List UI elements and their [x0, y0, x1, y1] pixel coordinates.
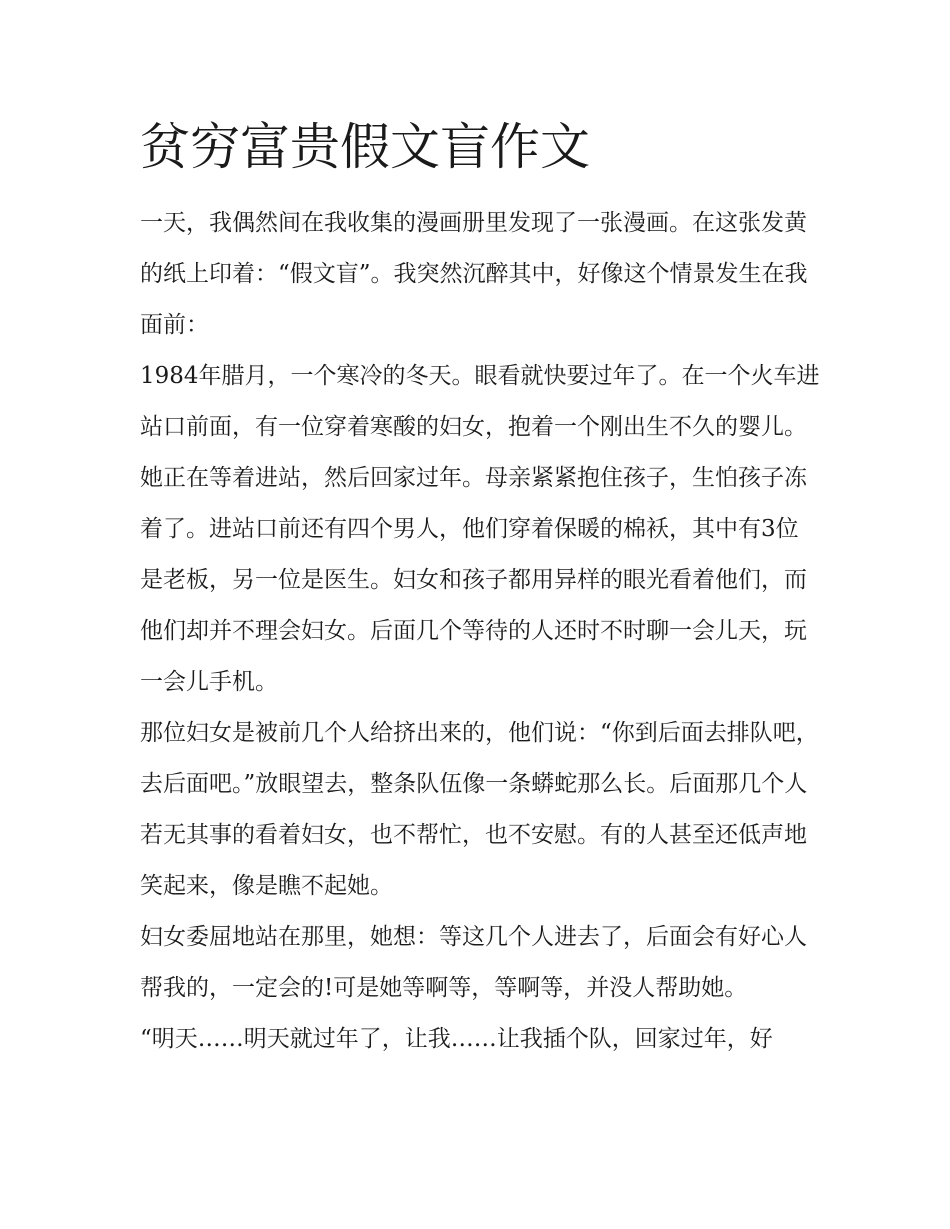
paragraph-4: 妇女委屈地站在那里，她想：等这几个人进去了，后面会有好心人帮我的，一定会的!可是她等啊等，等啊等，并没人帮助她。 [140, 924, 807, 1001]
paragraph-2: 1984年腊月，一个寒冷的冬天。眼看就快要过年了。在一个火车进站口前面，有一位穿着寒酸的妇女，抱着一个刚出生不久的婴儿。她正在等着进站，然后回家过年。母亲紧紧抱住孩子，生怕孩子冻着了。进站口前还有四个男人，他们穿着保暖的棉袄，其中有3位是老板，另一位是医生。妇女和孩子都用异样的眼光看着他们，而他们却并不理会妇女。后面几个等待的人还时不时聊一会儿天，玩一会儿手机。 [140, 363, 820, 695]
document-body [140, 198, 820, 1065]
paragraph-3: 那位妇女是被前几个人给挤出来的，他们说：“你到后面去排队吧，去后面吧。”放眼望去，整条队伍像一条蟒蛇那么长。后面那几个人若无其事的看着妇女，也不帮忙，也不安慰。有的人甚至还低声地笑起来，像是瞧不起她。 [140, 720, 819, 899]
document-title: 贫穷富贵假文盲作文 [140, 118, 590, 176]
paragraph-5: “明天……明天就过年了，让我……让我插个队，回家过年，好 [140, 1026, 773, 1052]
paragraph-1: 一天，我偶然间在我收集的漫画册里发现了一张漫画。在这张发黄的纸上印着：“假文盲”。我突然沉醉其中，好像这个情景发生在我面前： [140, 210, 808, 338]
